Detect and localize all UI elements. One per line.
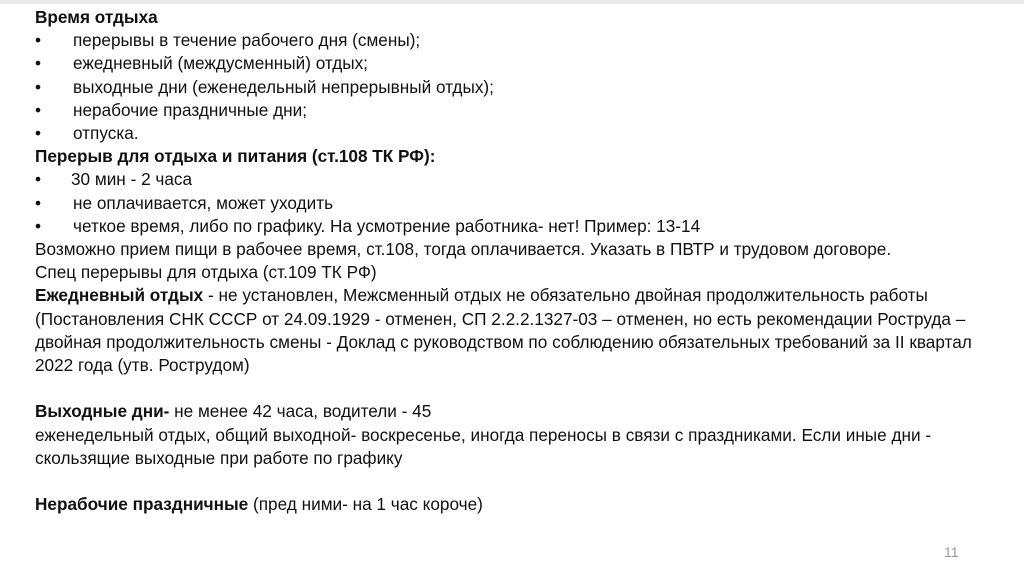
holidays-title: Нерабочие праздничные <box>35 494 249 515</box>
list-item-text: перерывы в течение рабочего дня (смены); <box>73 30 421 51</box>
daily-rest-title: Ежедневный отдых <box>35 285 204 306</box>
spacer <box>35 470 1010 493</box>
bullet-icon: • <box>35 53 42 74</box>
weekend-detail-paragraph: еженедельный отдых, общий выходной- воскресенье, иногда переносы в связи с праздниками. Если иные дни - скользящие выходные при работе по графику <box>35 424 932 468</box>
list-item <box>35 168 1010 191</box>
list-item <box>35 52 1010 75</box>
list-item-text: отпуска. <box>73 123 139 144</box>
section-title-meal-break: Перерыв для отдыха и питания (ст.108 ТК РФ): <box>35 146 436 167</box>
bullet-icon: • <box>35 169 42 190</box>
holidays-paragraph <box>35 493 1010 516</box>
slide-number: 11 <box>944 544 959 560</box>
holidays-text: (пред ними- на 1 час короче) <box>248 494 483 515</box>
special-breaks-line: Спец перерывы для отдыха (ст.109 ТК РФ) <box>35 262 377 283</box>
section-title-rest-time: Время отдыха <box>35 7 158 27</box>
bullet-icon: • <box>35 192 42 213</box>
daily-rest-text: - не установлен, Межсменный отдых не обязательно двойная продолжительность работы (Постановления СНК СССР от 24.09.1929 - отменен, СП 2.2.2.1327-03 – отменен, но есть рекомендации Роструда – двойная продолжительность смены - Доклад с руководством по соблюдению обязательных требований за II квартал 2022 года (утв. Рострудом) <box>35 285 972 376</box>
list-item <box>35 29 1010 52</box>
meal-paragraph: Возможно прием пищи в рабочее время, ст.108, тогда оплачивается. Указать в ПВТР и трудовом договоре. <box>35 239 892 260</box>
list-item <box>35 76 1010 99</box>
slide-body <box>35 6 1010 516</box>
bullet-icon: • <box>35 76 42 97</box>
bullet-icon: • <box>35 30 42 51</box>
list-item-text: 30 мин - 2 часа <box>71 169 193 190</box>
list-item <box>35 122 1010 145</box>
bullet-icon: • <box>35 99 42 120</box>
weekend-title: Выходные дни- <box>35 401 170 422</box>
weekend-paragraph <box>35 400 1010 423</box>
weekend-text: не менее 42 часа, водители - 45 <box>169 401 432 422</box>
bullet-icon: • <box>35 215 42 236</box>
list-item <box>35 215 1010 238</box>
list-item-text: ежедневный (междусменный) отдых; <box>73 53 368 74</box>
spacer <box>35 377 1010 400</box>
list-item-text: нерабочие праздничные дни; <box>73 99 307 120</box>
list-item <box>35 99 1010 122</box>
top-border <box>0 0 1024 4</box>
bullet-icon: • <box>35 123 42 144</box>
list-item <box>35 192 1010 215</box>
list-item-text: четкое время, либо по графику. На усмотрение работника- нет! Пример: 13-14 <box>73 215 701 236</box>
list-item-text: выходные дни (еженедельный непрерывный отдых); <box>73 76 494 97</box>
daily-rest-paragraph <box>35 284 1010 377</box>
list-item-text: не оплачивается, может уходить <box>73 192 334 213</box>
